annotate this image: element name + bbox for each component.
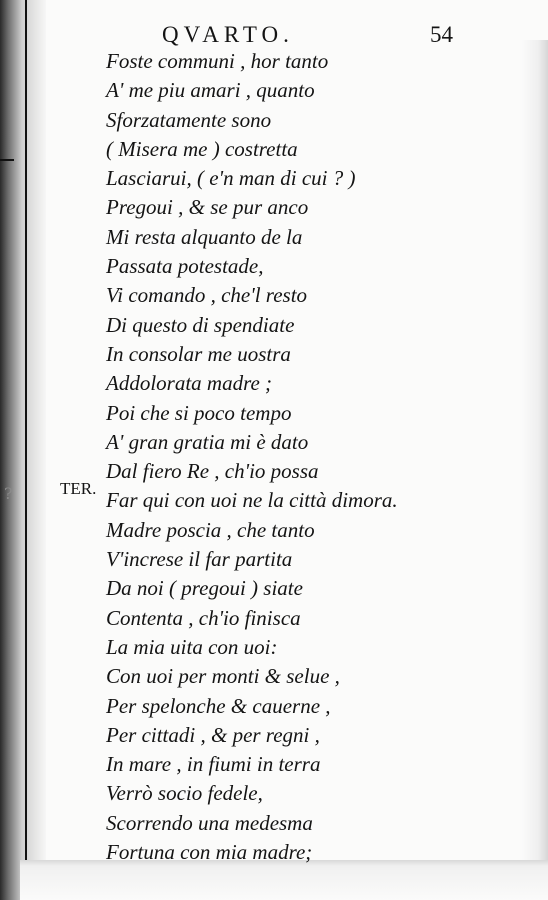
verse-line: Verrò socio fedele,	[106, 781, 263, 806]
margin-tick	[0, 159, 14, 161]
spine-edge	[25, 0, 27, 860]
verse-list	[106, 47, 446, 867]
verse-line: Mi resta alquanto de la	[106, 224, 303, 249]
verse-line: Da noi ( pregoui ) siate	[106, 576, 303, 601]
verse-line: Poi che si poco tempo	[106, 400, 292, 425]
verse-line: In consolar me uostra	[106, 341, 291, 366]
verse-line: A' gran gratia mi è dato	[106, 429, 309, 454]
verse-line: Con uoi per monti & selue ,	[106, 664, 340, 689]
page-number: 54	[430, 22, 453, 47]
verse-line: Madre poscia , che tanto	[106, 517, 315, 542]
verse-line: Vi comando , che'l resto	[106, 283, 308, 308]
verse-line: In mare , in fiumi in terra	[106, 752, 321, 777]
show-through-edge	[522, 40, 548, 860]
verse-line: A' me piu amari , quanto	[106, 78, 315, 103]
speaker-label: TER.	[60, 479, 97, 498]
verse-line: Lasciarui, ( e'n man di cui ? )	[106, 166, 356, 191]
verse-line: ( Misera me ) costretta	[106, 136, 298, 161]
verse-line: Far qui con uoi ne la città dimora.	[106, 488, 398, 513]
verse-line: Passata potestade,	[106, 254, 264, 279]
verse-line: Foste communi , hor tanto	[106, 49, 329, 73]
verse-line: Pregoui , & se pur anco	[106, 195, 309, 220]
verse-line: La mia uita con uoi:	[106, 634, 278, 659]
verse-line: Per cittadi , & per regni ,	[106, 722, 320, 747]
verse-line: Scorrendo una medesma	[106, 810, 313, 835]
verse-line: Per spelonche & cauerne ,	[106, 693, 331, 718]
verse-line: Fortuna con mia madre;	[106, 840, 313, 865]
gutter-shadow	[0, 0, 46, 900]
verse-line: Sforzatamente sono	[106, 107, 272, 132]
margin-mark: ?	[4, 484, 13, 503]
verse-line: Di questo di spendiate	[106, 312, 295, 337]
verse-line: Contenta , ch'io finisca	[106, 605, 301, 630]
verse-line: Dal fiero Re , ch'io possa	[106, 459, 319, 484]
verse-line: V'increse il far partita	[106, 547, 293, 572]
running-head: QVARTO.	[162, 22, 294, 47]
verse-line: Addolorata madre ;	[106, 371, 273, 396]
